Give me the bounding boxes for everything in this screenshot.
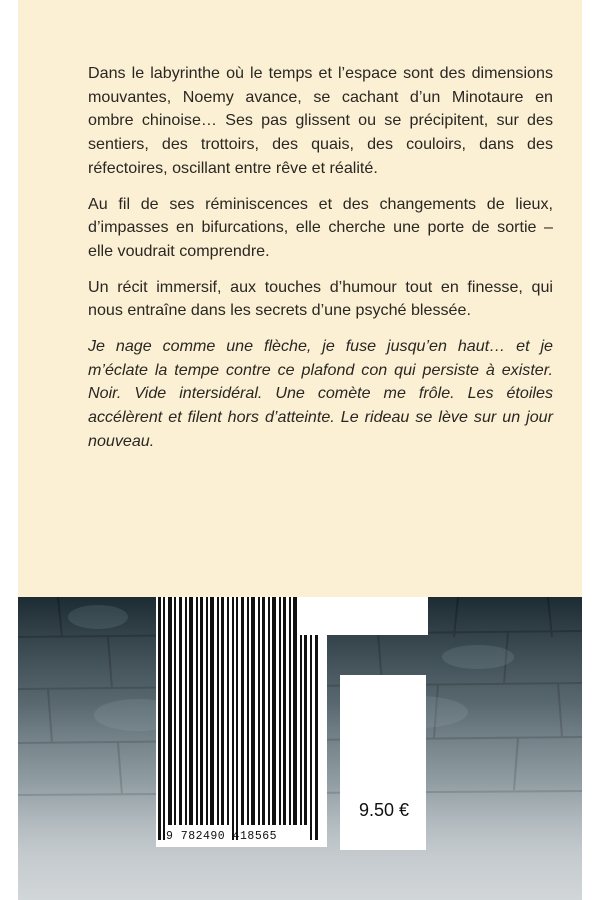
blurb-text xyxy=(88,62,553,466)
blurb-paragraph-3: Un récit immersif, aux touches d’humour tout en finesse, qui nous entraîne dans les secrets d’une psyché blessée. xyxy=(88,277,553,320)
price-label: 9.50 € xyxy=(358,800,410,820)
barcode-top-panel xyxy=(300,597,428,635)
blurb-quote: Je nage comme une flèche, je fuse jusqu’en haut… et je m’éclate la tempe contre ce plafond con qui persiste à exister. Noir. Vide intersidéral. Une comète me frôle. Les étoiles accélèrent et filent hors d’atteinte. Le rideau se lève sur un jour nouveau. xyxy=(88,337,553,450)
price-panel xyxy=(340,675,426,850)
blurb-paragraph-1: Dans le labyrinthe où le temps et l’espace sont des dimensions mouvantes, Noemy avance, se cachant d’un Minotaure en ombre chinoise… Ses pas glissent ou se précipitent, sur des sentiers, des trottoirs, des quais, des couloirs, dans des réfectoires, oscillant entre rêve et réalité. xyxy=(88,64,553,177)
back-cover xyxy=(18,0,582,900)
blurb-paragraph-2: Au fil de ses réminiscences et des changements de lieux, d’impasses en bifurcations, elle cherche une porte de sortie – elle voudrait comprendre. xyxy=(88,194,553,260)
isbn-number: 9 782490 418565 xyxy=(166,830,278,843)
